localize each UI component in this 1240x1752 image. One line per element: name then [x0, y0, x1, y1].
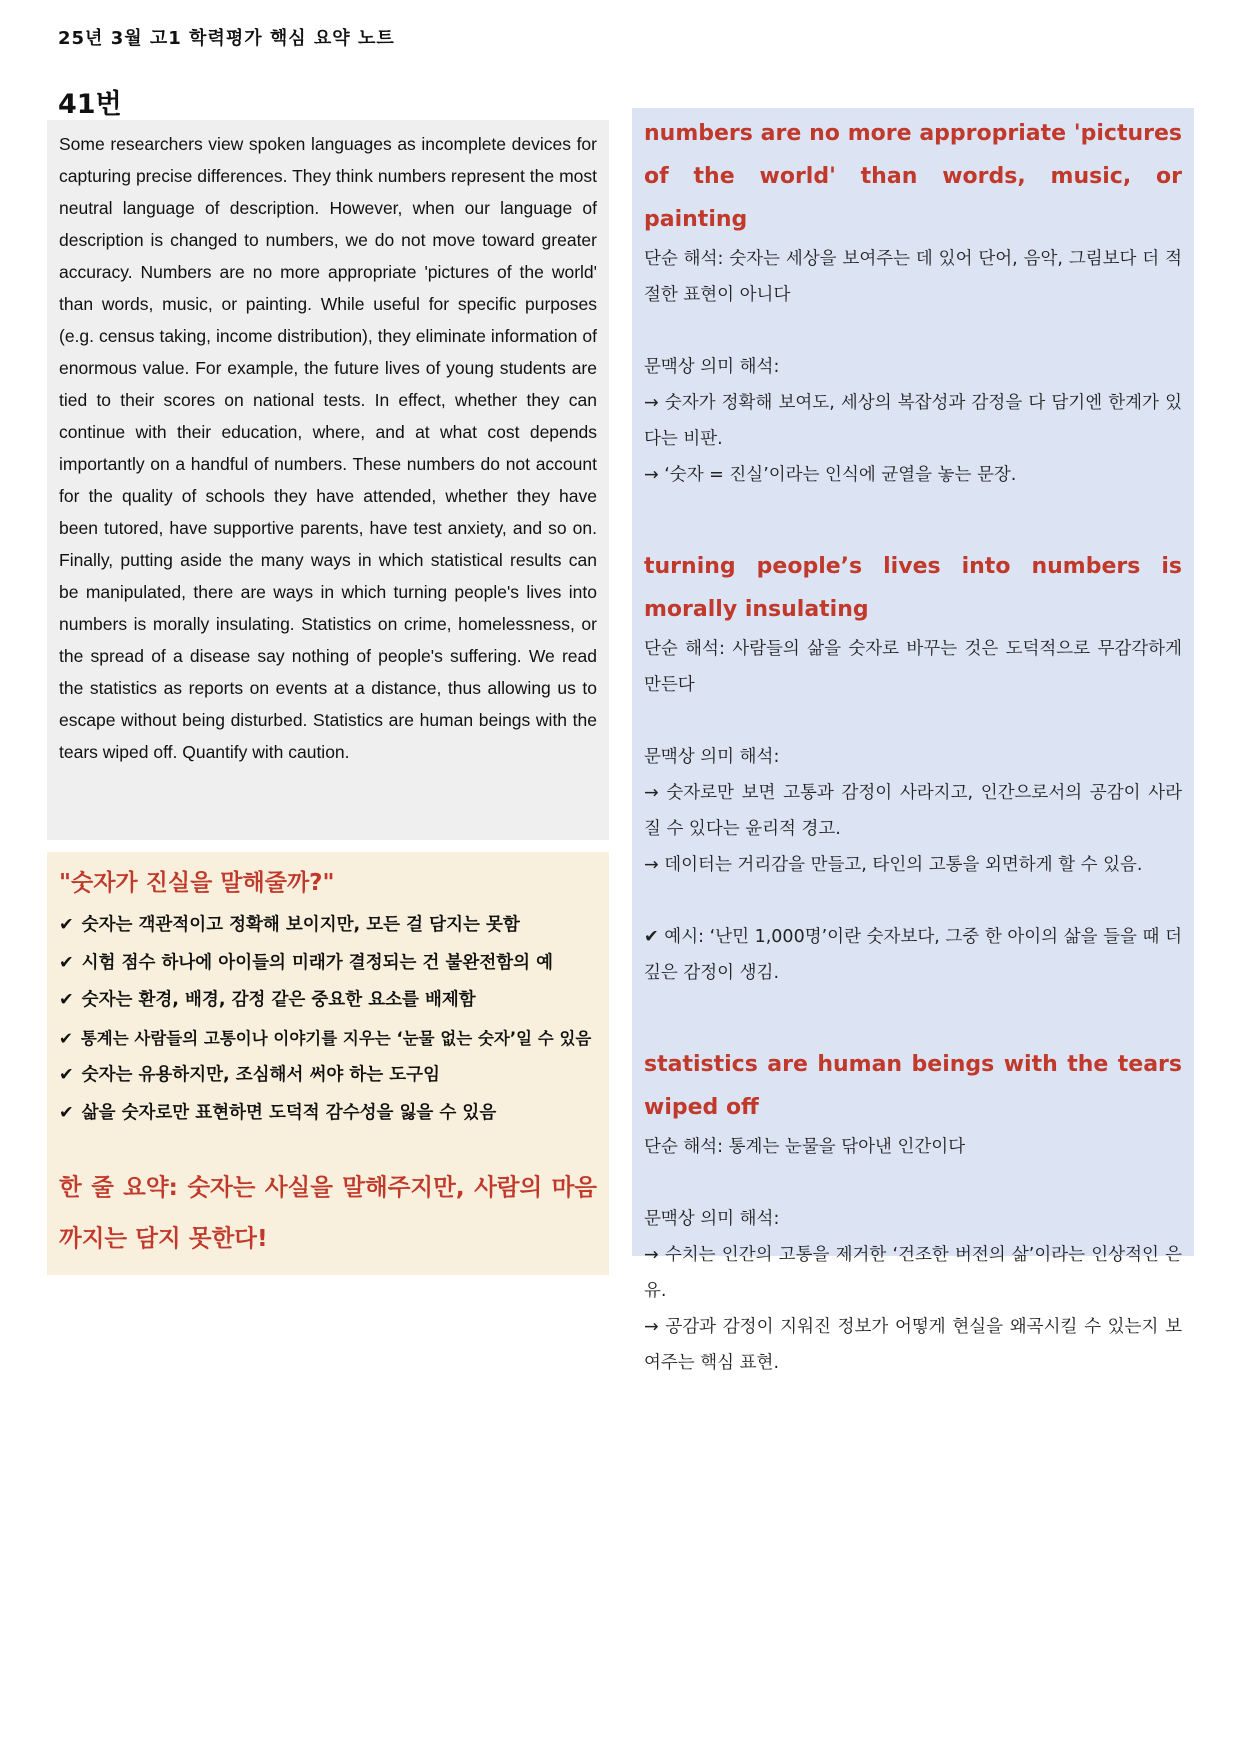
- check-icon: ✔: [59, 915, 74, 935]
- notes-box: [632, 108, 1194, 1373]
- note-context-line: → 데이터는 거리감을 만들고, 타인의 고통을 외면하게 할 수 있음.: [644, 855, 1143, 875]
- note-context-line: → 수치는 인간의 고통을 제거한 ‘건조한 버전의 삶’이라는 인상적인 은유.: [644, 1245, 1182, 1301]
- checklist-item: [59, 1057, 597, 1095]
- checklist-item-text: 숫자는 객관적이고 정확해 보이지만, 모든 걸 담지는 못함: [81, 915, 520, 935]
- summary-title: "숫자가 진실을 말해줄까?": [59, 870, 335, 896]
- note-context-line: → ‘숫자 = 진실’이라는 인식에 균열을 놓는 문장.: [644, 465, 1017, 485]
- note-context-label-3: 문맥상 의미 해석:: [644, 1209, 780, 1229]
- note-heading-1: numbers are no more appropriate 'pictures of the world' than words, music, or painting: [644, 121, 1182, 232]
- note-example: ✔ 예시: ‘난민 1,000명’이란 숫자보다, 그중 한 아이의 삶을 들을 때 더 깊은 감정이 생김.: [644, 927, 1182, 983]
- checklist-item: [59, 907, 597, 945]
- check-icon: ✔: [59, 952, 74, 973]
- checklist-item-text: 숫자는 환경, 배경, 감정 같은 중요한 요소를 배제함: [81, 990, 476, 1010]
- checklist-item-text: 숫자는 유용하지만, 조심해서 써야 하는 도구임: [81, 1065, 440, 1085]
- note-context-line: → 숫자가 정확해 보여도, 세상의 복잡성과 감정을 다 담기엔 한계가 있다는 비판.: [644, 393, 1182, 449]
- note-context-label-2: 문맥상 의미 해석:: [644, 747, 780, 767]
- note-heading-2: turning people’s lives into numbers is morally insulating: [644, 554, 1182, 622]
- note-heading-3: statistics are human beings with the tears wiped off: [644, 1052, 1182, 1120]
- checklist-item: [59, 945, 597, 983]
- checklist-item: [59, 1095, 597, 1133]
- check-icon: ✔: [59, 1065, 74, 1085]
- page-header-title: 25년 3월 고1 학력평가 핵심 요약 노트: [58, 28, 395, 49]
- passage-box: [47, 120, 609, 840]
- question-number: 41번: [58, 89, 122, 120]
- checklist-item-text: 통계는 사람들의 고통이나 이야기를 지우는 ‘눈물 없는 숫자’일 수 있음: [80, 1028, 592, 1048]
- passage-text: Some researchers view spoken languages as incomplete devices for capturing precise differences. They think numbers represent the most neutral language of description. However, when our language of description is changed to numbers, we do not move toward greater accuracy. Numbers are no more appropriate 'pictures of the world' than words, music, or painting. While useful for specific purposes (e.g. census taking, income distribution), they eliminate information of enormous value. For example, the future lives of young students are tied to their scores on national tests. In effect, whether they can continue with their education, where, and at what cost depends importantly on a handful of numbers. These numbers do not account for the quality of schools they have attended, whether they have been tutored, have supportive parents, have test anxiety, and so on. Finally, putting aside the many ways in which statistical results can be manipulated, there are ways in which turning people's lives into numbers is morally insulating. Statistics on crime, homelessness, or the spread of a disease say nothing of people's suffering. We read the statistics as reports on events at a distance, thus allowing us to escape without being disturbed. Statistics are human beings with the tears wiped off. Quantify with caution.: [59, 134, 597, 762]
- note-simple-interpretation-1: 단순 해석: 숫자는 세상을 보여주는 데 있어 단어, 음악, 그림보다 더 적절한 표현이 아니다: [644, 249, 1182, 305]
- check-icon: ✔: [59, 990, 74, 1010]
- note-context-line: → 숫자로만 보면 고통과 감정이 사라지고, 인간으로서의 공감이 사라질 수 있다는 윤리적 경고.: [644, 783, 1182, 839]
- summary-checklist: [59, 907, 597, 1132]
- checklist-item: [59, 1020, 597, 1058]
- checklist-item: [59, 982, 597, 1020]
- note-context-line: → 공감과 감정이 지워진 정보가 어떻게 현실을 왜곡시킬 수 있는지 보여주는 핵심 표현.: [644, 1317, 1182, 1373]
- check-icon: ✔: [59, 1028, 73, 1048]
- checklist-item-text: 시험 점수 하나에 아이들의 미래가 결정되는 건 불완전함의 예: [81, 952, 554, 973]
- one-line-summary: 한 줄 요약: 숫자는 사실을 말해주지만, 사람의 마음까지는 담지 못한다!: [59, 1173, 597, 1252]
- note-simple-interpretation-2: 단순 해석: 사람들의 삶을 숫자로 바꾸는 것은 도덕적으로 무감각하게 만든다: [644, 639, 1182, 695]
- check-icon: ✔: [59, 1102, 74, 1123]
- note-context-label-1: 문맥상 의미 해석:: [644, 357, 780, 377]
- summary-box: [47, 852, 609, 1275]
- checklist-item-text: 삶을 숫자로만 표현하면 도덕적 감수성을 잃을 수 있음: [81, 1102, 497, 1123]
- note-simple-interpretation-3: 단순 해석: 통계는 눈물을 닦아낸 인간이다: [644, 1137, 966, 1157]
